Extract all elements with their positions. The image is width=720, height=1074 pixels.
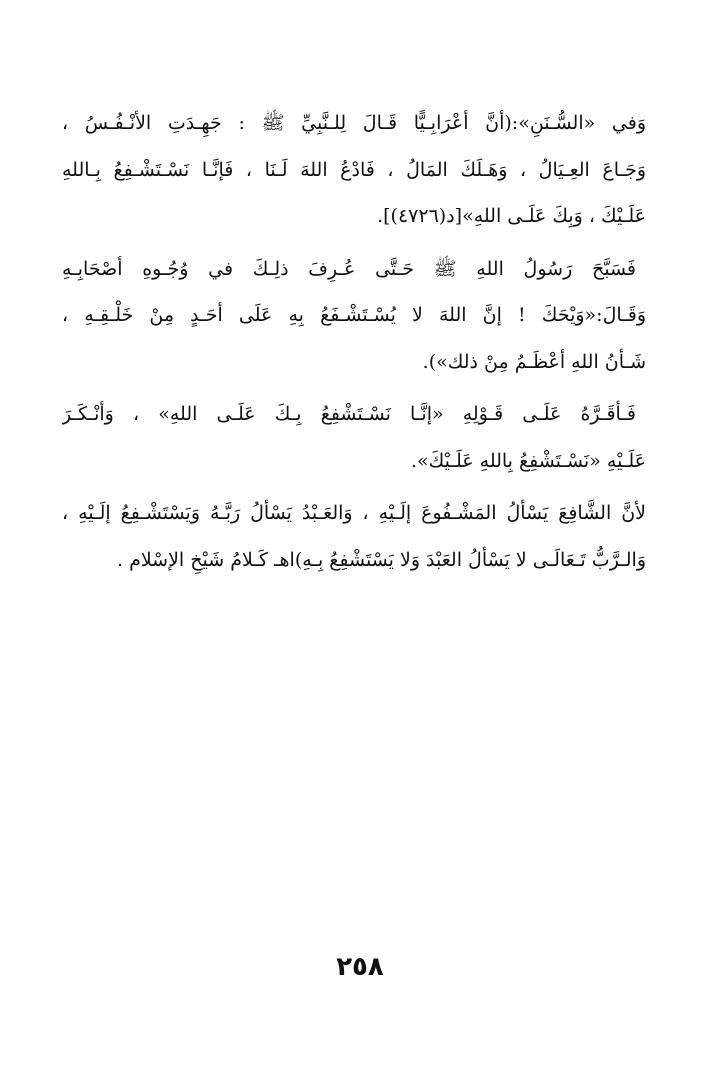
paragraph-1 bbox=[62, 100, 646, 240]
text-line: فَسَبَّحَ رَسُولُ اللهِ ﷺ حَـتَّى عُـرِفَ ذلِـكَ في وُجُـوهِ أصْحَابِـهِ bbox=[62, 257, 636, 280]
text-line: وَالـرَّبُّ تَـعَالَـى لا يَسْألُ العَبْدَ وَلا يَسْتَشْفِعُ بِـهِ)اهـ كَـلامُ شَيْخِ الإسْلام . bbox=[116, 548, 646, 571]
text-line: وَجَـاعَ العِـيَالُ ، وَهَـلَكَ المَالُ ، فَادْعُ اللهَ لَـنَا ، فَإنَّـا نَسْـتَشْـفِعُ بِـاللهِ bbox=[62, 158, 646, 181]
text-line: فَـأقَـرَّهُ عَلَـى قَـوْلِهِ «إنَّـا نَسْـتَشْفِعُ بِـكَ عَلَـى اللهِ» ، وَأنْـكَـرَ bbox=[62, 403, 636, 425]
paragraph-4 bbox=[62, 490, 646, 583]
text-line: شَـأنُ اللهِ أعْظَـمُ مِنْ ذلك»). bbox=[422, 350, 646, 373]
text-line: لأنَّ الشَّافِعَ يَسْألُ المَشْـفُوعَ إلَـيْهِ ، وَالعَـبْدُ يَسْألُ رَبَّـهُ وَيَسْتَشْـفِعُ إلَـيْهِ ، bbox=[62, 502, 646, 524]
body-text bbox=[62, 100, 646, 589]
text-line: عَلَـيْكَ ، وَبِكَ عَلَـى اللهِ»[د(٤٧٢٦)]. bbox=[377, 205, 646, 227]
paragraph-3 bbox=[62, 391, 646, 484]
page-number: ٢٥٨ bbox=[336, 952, 384, 982]
text-line: وَفي «السُّـنَنِ»:(أنَّ أعْرَابِـيًّا قَـالَ لِلـنَّبِيِّ ﷺ : جَهِـدَتِ الأنْـفُـسُ ، bbox=[62, 112, 646, 134]
paragraph-2 bbox=[62, 246, 646, 386]
text-line: عَلَـيْهِ «نَسْـتَشْفِعُ بِاللهِ عَلَـيْكَ». bbox=[410, 449, 646, 472]
text-line: وَقَـالَ:«وَيْحَكَ ! إنَّ اللهَ لا يُسْـتَشْـفَعُ بِهِ عَلَى أحَـدٍ مِنْ خَلْـقِـهِ ، bbox=[62, 304, 646, 326]
